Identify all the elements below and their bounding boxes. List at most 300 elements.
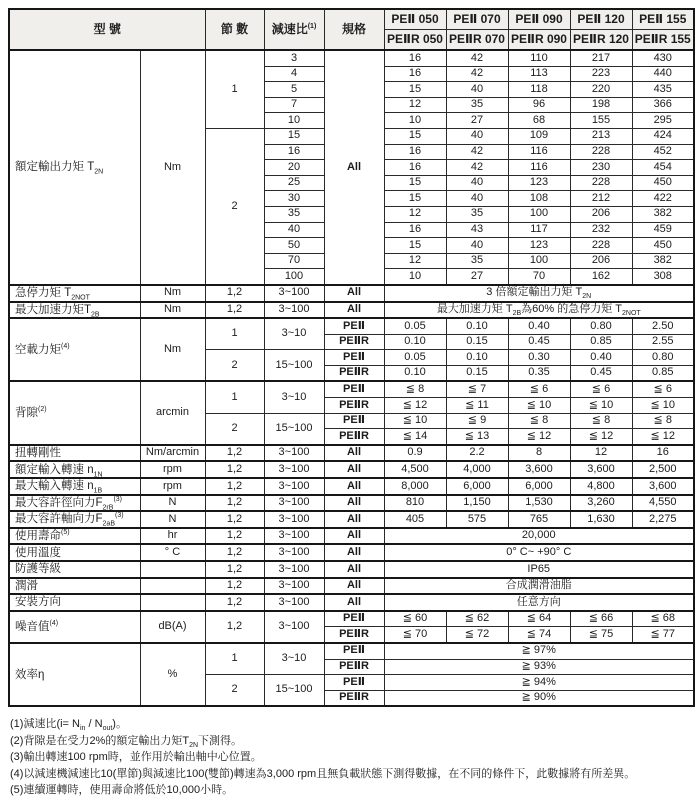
value-cell bbox=[205, 381, 264, 413]
text: PEⅡR 070 bbox=[449, 32, 505, 47]
text: 1,2 bbox=[226, 462, 243, 475]
text: ≦ 11 bbox=[465, 398, 489, 411]
value-cell bbox=[264, 253, 324, 269]
row-label bbox=[9, 461, 140, 478]
value-cell bbox=[384, 445, 446, 462]
value-cell bbox=[446, 611, 508, 627]
subscript: 2B bbox=[512, 310, 522, 318]
text: 42 bbox=[470, 51, 484, 64]
table-row bbox=[9, 578, 694, 595]
text: 3,600 bbox=[525, 462, 553, 475]
text: PEⅡ bbox=[343, 612, 365, 625]
text: 16 bbox=[408, 160, 422, 173]
text: 450 bbox=[653, 176, 672, 189]
spec-cell bbox=[324, 561, 384, 578]
text: ≦ 72 bbox=[464, 627, 490, 640]
value-cell bbox=[446, 269, 508, 285]
text: 0.10 bbox=[404, 366, 426, 379]
unit-cell bbox=[140, 495, 205, 512]
text: 15 bbox=[408, 129, 422, 142]
value-cell bbox=[632, 445, 694, 462]
text: 1 bbox=[231, 327, 238, 340]
value-cell bbox=[446, 461, 508, 478]
text: 40 bbox=[287, 223, 301, 236]
row-label bbox=[9, 50, 140, 285]
unit-cell bbox=[140, 478, 205, 495]
value-cell bbox=[508, 495, 570, 512]
subscript: 2rB bbox=[102, 504, 114, 512]
text: ≦ 10 bbox=[588, 398, 614, 411]
text: 2,275 bbox=[648, 512, 677, 525]
text: 3~100 bbox=[278, 529, 310, 542]
text: PEⅡR bbox=[339, 627, 369, 640]
value-cell bbox=[632, 334, 694, 350]
value-cell bbox=[632, 50, 694, 66]
row-label bbox=[9, 495, 140, 512]
table-row bbox=[9, 561, 694, 578]
text: 3~100 bbox=[278, 579, 310, 592]
unit-cell bbox=[140, 544, 205, 561]
text: 459 bbox=[653, 223, 672, 236]
value-cell bbox=[570, 398, 632, 414]
subscript: 2N bbox=[582, 293, 592, 301]
spec-cell bbox=[324, 318, 384, 334]
value-cell bbox=[508, 238, 570, 254]
value-cell bbox=[508, 365, 570, 381]
value-cell bbox=[446, 429, 508, 445]
text: PEⅡ bbox=[343, 675, 365, 688]
text: 12 bbox=[408, 207, 422, 220]
text: 3~100 bbox=[278, 545, 310, 558]
text: 額定輸出力矩 T bbox=[15, 161, 95, 174]
text: Nm bbox=[163, 303, 182, 316]
text: ≦ 70 bbox=[402, 627, 428, 640]
text: 6,000 bbox=[525, 479, 553, 492]
text: ≦ 12 bbox=[402, 398, 428, 411]
row-label bbox=[9, 578, 140, 595]
text: All bbox=[346, 303, 362, 316]
text: 任意方向 bbox=[516, 595, 561, 608]
value-cell bbox=[570, 160, 632, 176]
table-row bbox=[9, 511, 694, 528]
value-cell bbox=[384, 659, 694, 675]
text: 16 bbox=[408, 145, 422, 158]
text: 0.40 bbox=[528, 319, 550, 332]
text: 228 bbox=[591, 176, 611, 189]
value-cell bbox=[632, 175, 694, 191]
value-cell bbox=[508, 511, 570, 528]
text: ≦ 12 bbox=[588, 429, 614, 442]
value-cell bbox=[205, 675, 264, 707]
text: 0° C~ +90° C bbox=[506, 545, 572, 558]
text: 30 bbox=[287, 191, 301, 204]
value-cell bbox=[570, 269, 632, 285]
value-cell bbox=[446, 398, 508, 414]
text: PEⅡR bbox=[339, 366, 369, 379]
value-cell bbox=[264, 302, 324, 319]
value-cell bbox=[446, 206, 508, 222]
text: 15 bbox=[287, 129, 301, 142]
value-cell bbox=[570, 511, 632, 528]
text: All bbox=[346, 595, 362, 608]
text: ≦ 9 bbox=[467, 414, 487, 427]
value-cell bbox=[264, 350, 324, 382]
text: 1,2 bbox=[226, 595, 243, 608]
value-cell bbox=[632, 511, 694, 528]
unit-cell bbox=[140, 445, 205, 462]
text: 424 bbox=[653, 129, 672, 142]
value-cell bbox=[570, 66, 632, 82]
text: 4,500 bbox=[401, 462, 429, 475]
text: 68 bbox=[532, 113, 546, 126]
value-cell bbox=[632, 222, 694, 238]
text: 422 bbox=[653, 191, 672, 204]
text: 450 bbox=[653, 238, 672, 251]
value-cell bbox=[508, 128, 570, 144]
text: 2,500 bbox=[648, 462, 677, 475]
text: 16 bbox=[656, 446, 669, 459]
text: 0.10 bbox=[466, 319, 488, 332]
value-cell bbox=[384, 350, 446, 366]
text: ≦ 10 bbox=[526, 398, 552, 411]
column-header bbox=[446, 30, 508, 51]
text: 7 bbox=[290, 98, 298, 111]
text: 810 bbox=[405, 496, 425, 509]
value-cell bbox=[264, 578, 324, 595]
value-cell bbox=[384, 302, 694, 319]
superscript: (4) bbox=[49, 620, 59, 628]
text: PEⅡR bbox=[339, 660, 369, 673]
value-cell bbox=[632, 253, 694, 269]
text: % bbox=[167, 667, 178, 680]
text: 1 bbox=[231, 82, 238, 95]
text: 382 bbox=[653, 254, 672, 267]
text: ≦ 60 bbox=[402, 612, 428, 625]
text: PEⅡ bbox=[343, 350, 365, 363]
text: 0.45 bbox=[590, 366, 612, 379]
value-cell bbox=[384, 144, 446, 160]
value-cell bbox=[446, 66, 508, 82]
table-row bbox=[9, 50, 694, 66]
text: 228 bbox=[591, 145, 611, 158]
value-cell bbox=[570, 381, 632, 397]
text: PEⅡR bbox=[339, 429, 369, 442]
text: 382 bbox=[653, 207, 672, 220]
value-cell bbox=[205, 495, 264, 512]
value-cell bbox=[570, 222, 632, 238]
footnotes bbox=[10, 718, 700, 797]
value-cell bbox=[384, 318, 446, 334]
value-cell bbox=[570, 175, 632, 191]
text: PEⅡ 090 bbox=[515, 12, 563, 27]
text: 最大加速力矩T bbox=[15, 303, 92, 316]
value-cell bbox=[508, 222, 570, 238]
text: 2 bbox=[231, 683, 238, 696]
table-row bbox=[9, 528, 694, 545]
value-cell bbox=[205, 561, 264, 578]
value-cell bbox=[632, 238, 694, 254]
text: ≦ 10 bbox=[650, 398, 675, 411]
value-cell bbox=[384, 253, 446, 269]
spec-table-head bbox=[9, 9, 694, 50]
unit-cell bbox=[140, 50, 205, 285]
text: 162 bbox=[591, 269, 611, 282]
text: 0.85 bbox=[652, 366, 674, 379]
text: 2 bbox=[231, 358, 238, 371]
text: 20,000 bbox=[521, 529, 556, 542]
unit-cell bbox=[140, 511, 205, 528]
value-cell bbox=[205, 128, 264, 284]
text: ≦ 6 bbox=[529, 382, 549, 395]
table-row bbox=[9, 611, 694, 627]
text: ≦ 6 bbox=[591, 382, 611, 395]
column-header bbox=[632, 9, 694, 30]
text: 空載力矩 bbox=[15, 343, 61, 356]
value-cell bbox=[264, 82, 324, 98]
text: 405 bbox=[405, 512, 425, 525]
unit-cell bbox=[140, 461, 205, 478]
text: ≦ 14 bbox=[402, 429, 428, 442]
spec-cell bbox=[324, 659, 384, 675]
text: 1,2 bbox=[226, 496, 243, 509]
value-cell bbox=[570, 461, 632, 478]
text: 背隙 bbox=[15, 407, 38, 420]
value-cell bbox=[264, 97, 324, 113]
text: / N bbox=[85, 718, 103, 731]
text: 3~100 bbox=[278, 512, 310, 525]
value-cell bbox=[264, 528, 324, 545]
text: All bbox=[346, 512, 362, 525]
value-cell bbox=[205, 413, 264, 445]
spec-cell bbox=[324, 461, 384, 478]
text: 3~100 bbox=[278, 446, 310, 459]
value-cell bbox=[446, 128, 508, 144]
row-label bbox=[9, 381, 140, 444]
text: PEⅡ bbox=[343, 414, 365, 427]
value-cell bbox=[264, 381, 324, 413]
text: ≦ 64 bbox=[526, 612, 552, 625]
spec-cell bbox=[324, 350, 384, 366]
column-header bbox=[570, 9, 632, 30]
text: 2.50 bbox=[652, 319, 674, 332]
column-header bbox=[324, 9, 384, 50]
value-cell bbox=[264, 511, 324, 528]
text: 118 bbox=[530, 82, 548, 95]
row-label bbox=[9, 511, 140, 528]
value-cell bbox=[205, 445, 264, 462]
spec-cell bbox=[324, 478, 384, 495]
text: ≦ 13 bbox=[464, 429, 490, 442]
value-cell bbox=[570, 445, 632, 462]
value-cell bbox=[264, 160, 324, 176]
value-cell bbox=[384, 285, 694, 302]
value-cell bbox=[508, 82, 570, 98]
spec-cell bbox=[324, 627, 384, 643]
table-row bbox=[9, 643, 694, 659]
table-row bbox=[9, 544, 694, 561]
column-header bbox=[384, 30, 446, 51]
value-cell bbox=[446, 191, 508, 207]
text: 16 bbox=[408, 67, 422, 80]
value-cell bbox=[205, 285, 264, 302]
unit-cell bbox=[140, 578, 205, 595]
text: N bbox=[168, 512, 177, 525]
table-row bbox=[9, 461, 694, 478]
value-cell bbox=[264, 675, 324, 707]
text: 0.15 bbox=[466, 335, 488, 348]
subscript: 1N bbox=[93, 471, 103, 478]
text: 1,2 bbox=[226, 286, 243, 299]
text: PEⅡ 050 bbox=[391, 12, 439, 27]
column-header bbox=[508, 30, 570, 51]
text: 規格 bbox=[341, 22, 366, 37]
subscript: 2aB bbox=[102, 520, 115, 528]
text: 228 bbox=[591, 238, 611, 251]
value-cell bbox=[384, 222, 446, 238]
text: 232 bbox=[591, 223, 611, 236]
text: 防護等級 bbox=[15, 563, 61, 576]
value-cell bbox=[570, 495, 632, 512]
spec-cell bbox=[324, 334, 384, 350]
value-cell bbox=[508, 269, 570, 285]
text: ≦ 12 bbox=[526, 429, 552, 442]
value-cell bbox=[632, 627, 694, 643]
value-cell bbox=[264, 544, 324, 561]
text: 10 bbox=[408, 269, 422, 282]
value-cell bbox=[384, 398, 446, 414]
text: 96 bbox=[532, 98, 546, 111]
value-cell bbox=[205, 594, 264, 611]
row-label bbox=[9, 445, 140, 462]
spec-cell bbox=[324, 445, 384, 462]
value-cell bbox=[508, 144, 570, 160]
text: 206 bbox=[591, 254, 611, 267]
spec-cell bbox=[324, 285, 384, 302]
value-cell bbox=[264, 445, 324, 462]
value-cell bbox=[632, 318, 694, 334]
value-cell bbox=[264, 128, 324, 144]
value-cell bbox=[508, 175, 570, 191]
value-cell bbox=[446, 350, 508, 366]
unit-cell bbox=[140, 318, 205, 381]
value-cell bbox=[446, 222, 508, 238]
text: rpm bbox=[163, 479, 182, 492]
spec-cell bbox=[324, 302, 384, 319]
text: ≧ 94% bbox=[521, 675, 556, 688]
value-cell bbox=[570, 191, 632, 207]
text: 70 bbox=[287, 254, 301, 267]
text: 16 bbox=[408, 51, 422, 64]
column-header bbox=[205, 9, 264, 50]
value-cell bbox=[205, 643, 264, 675]
text: 3~100 bbox=[278, 303, 310, 316]
text: 0.40 bbox=[590, 350, 612, 363]
text: 440 bbox=[653, 67, 672, 80]
value-cell bbox=[632, 144, 694, 160]
spec-cell bbox=[324, 495, 384, 512]
text: 109 bbox=[529, 129, 549, 142]
text: 8 bbox=[535, 446, 543, 459]
text: 2.55 bbox=[652, 335, 674, 348]
text: All bbox=[346, 545, 362, 558]
value-cell bbox=[384, 175, 446, 191]
value-cell bbox=[508, 206, 570, 222]
text: 40 bbox=[470, 129, 484, 142]
text: 3~100 bbox=[278, 462, 310, 475]
text: 42 bbox=[470, 67, 484, 80]
subscript: in bbox=[79, 725, 86, 733]
text: ≧ 90% bbox=[521, 691, 556, 704]
value-cell bbox=[384, 511, 446, 528]
text: 15~100 bbox=[275, 421, 313, 434]
text: 15~100 bbox=[275, 683, 313, 696]
value-cell bbox=[264, 175, 324, 191]
text: 16 bbox=[408, 223, 422, 236]
value-cell bbox=[264, 113, 324, 129]
text: 3~100 bbox=[278, 496, 310, 509]
text: All bbox=[346, 479, 362, 492]
text: 206 bbox=[591, 207, 611, 220]
text: 為60% 的急停力矩 T bbox=[521, 303, 623, 316]
value-cell bbox=[384, 191, 446, 207]
text: 最大輸入轉速 n bbox=[15, 480, 94, 493]
text: arcmin bbox=[155, 406, 189, 419]
text: 116 bbox=[530, 145, 548, 158]
text: rpm bbox=[163, 462, 182, 475]
text: 扭轉剛性 bbox=[15, 447, 61, 460]
unit-cell bbox=[140, 611, 205, 643]
text: 0.10 bbox=[404, 335, 426, 348]
value-cell bbox=[384, 113, 446, 129]
text: 8,000 bbox=[401, 479, 429, 492]
text: 1,630 bbox=[587, 512, 615, 525]
text: 12 bbox=[408, 254, 422, 267]
text: ≦ 7 bbox=[467, 382, 487, 395]
text: 575 bbox=[467, 512, 487, 525]
value-cell bbox=[384, 365, 446, 381]
text: 0.85 bbox=[590, 335, 612, 348]
footnote bbox=[10, 784, 700, 797]
value-cell bbox=[446, 334, 508, 350]
table-row bbox=[9, 445, 694, 462]
text: 116 bbox=[530, 160, 548, 173]
text: All bbox=[346, 286, 362, 299]
text: (1)減速比(i= N bbox=[10, 718, 80, 731]
text: 3,600 bbox=[587, 462, 615, 475]
text: 12 bbox=[594, 446, 608, 459]
value-cell bbox=[446, 413, 508, 429]
unit-cell bbox=[140, 561, 205, 578]
unit-cell bbox=[140, 381, 205, 444]
value-cell bbox=[446, 253, 508, 269]
table-row bbox=[9, 495, 694, 512]
footnote bbox=[10, 718, 700, 731]
spec-cell bbox=[324, 429, 384, 445]
text: 15 bbox=[408, 82, 422, 95]
text: 0.05 bbox=[404, 319, 426, 332]
value-cell bbox=[570, 113, 632, 129]
text: 0.9 bbox=[407, 446, 423, 459]
table-row bbox=[9, 478, 694, 495]
value-cell bbox=[446, 365, 508, 381]
value-cell bbox=[384, 478, 446, 495]
text: 最大容許軸向力F bbox=[15, 513, 103, 526]
text: 3,600 bbox=[648, 479, 677, 492]
text: All bbox=[346, 529, 362, 542]
text: 110 bbox=[530, 51, 548, 64]
text: 0.80 bbox=[652, 350, 674, 363]
column-header bbox=[384, 9, 446, 30]
